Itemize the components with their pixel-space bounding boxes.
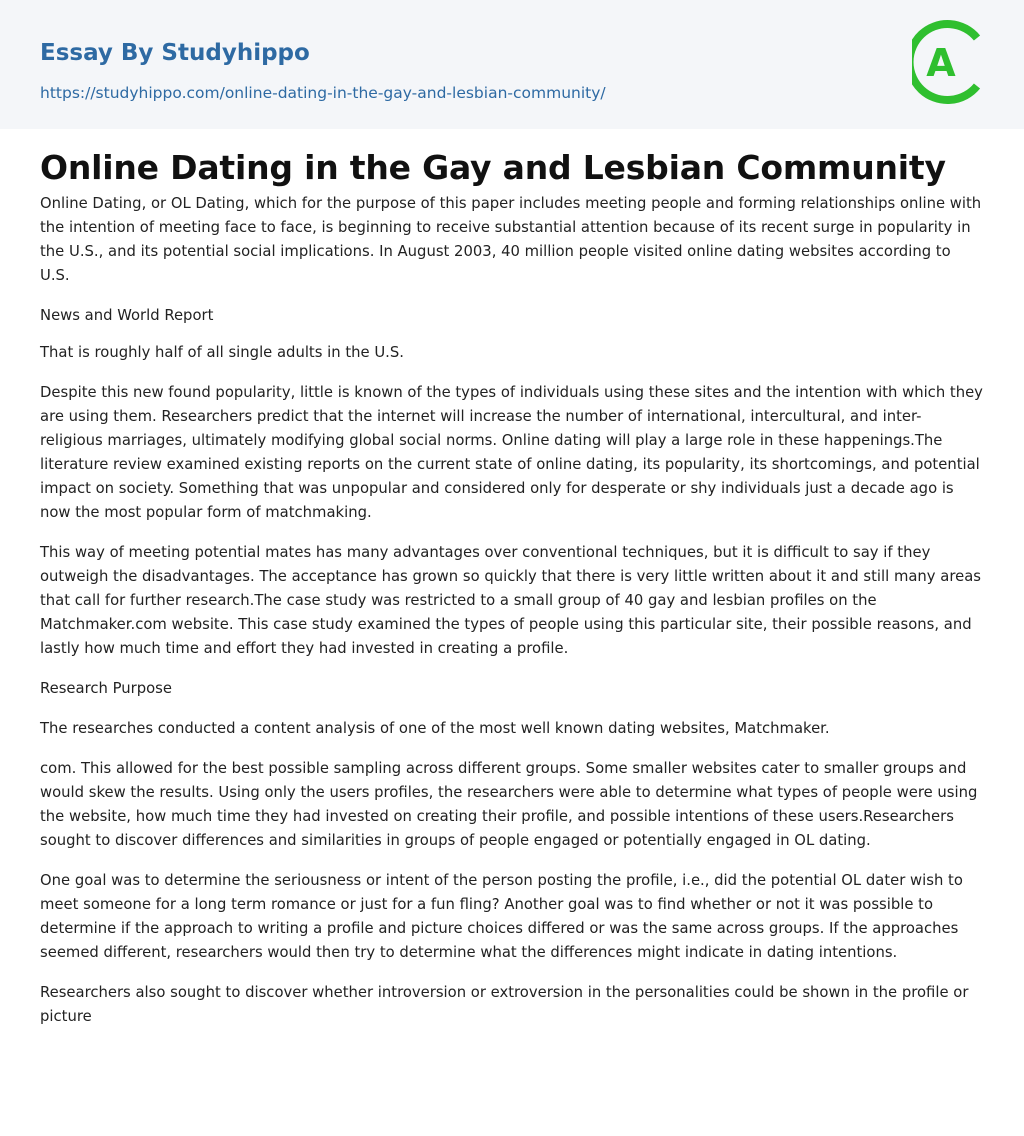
article-paragraph: One goal was to determine the seriousness or intent of the person posting the profile, i.e., did the potential OL dater wish to meet someone for a long term romance or just for a fun fling? Another goal was to find whether or not it was possible to determine if the approach to writing a profile and picture choices differed or was the same across groups. If the approaches seemed different, researchers would then try to determine what the differences might indicate in dating intentions. [40,872,963,961]
source-url-link[interactable]: https://studyhippo.com/online-dating-in-the-gay-and-lesbian-community/ [40,84,606,102]
logo-letter: A [926,41,956,85]
section-heading: Research Purpose [40,680,172,697]
article-paragraph: Online Dating, or OL Dating, which for the purpose of this paper includes meeting people and forming relationships online with the intention of meeting face to face, is beginning to receive substantial attention because of its recent surge in popularity in the U.S., and its potential social implications. In August 2003, 40 million people visited online dating websites according to U.S. [40,195,982,284]
article-paragraph: Researchers also sought to discover whether introversion or extroversion in the personalities could be shown in the profile or picture [40,984,969,1025]
article-paragraph: Despite this new found popularity, little is known of the types of individuals using these sites and the intention with which they are using them. Researchers predict that the internet will increase the number of international, intercultural, and inter-religious marriages, ultimately modifying global social norms. Online dating will play a large role in these happenings.The literature review examined existing reports on the current state of online dating, its popularity, its shortcomings, and potential impact on society. Something that was unpopular and considered only for desperate or shy individuals just a decade ago is now the most popular form of matchmaking. [40,384,983,521]
site-brand: Essay By Studyhippo [40,40,310,66]
site-header [0,0,1024,129]
article-paragraph: com. This allowed for the best possible sampling across different groups. Some smaller websites cater to smaller groups and would skew the results. Using only the users profiles, the researchers were able to determine what types of people were using the website, how much time they had invested on creating their profile, and possible intentions of these users.Researchers sought to discover differences and similarities in groups of people engaged or potentially engaged in OL dating. [40,760,978,849]
studyhippo-a-logo-icon[interactable] [912,19,986,105]
article-paragraph: News and World Report [40,307,214,324]
article-paragraph: The researches conducted a content analysis of one of the most well known dating websites, Matchmaker. [40,720,830,737]
article-body [40,192,984,1029]
article-paragraph: That is roughly half of all single adults in the U.S. [40,344,404,361]
article-title: Online Dating in the Gay and Lesbian Community [40,148,946,187]
article-paragraph: This way of meeting potential mates has many advantages over conventional techniques, but it is difficult to say if they outweigh the disadvantages. The acceptance has grown so quickly that there is very little written about it and still many areas that call for further research.The case study was restricted to a small group of 40 gay and lesbian profiles on the Matchmaker.com website. This case study examined the types of people using this particular site, their possible reasons, and lastly how much time and effort they had invested in creating a profile. [40,544,981,657]
